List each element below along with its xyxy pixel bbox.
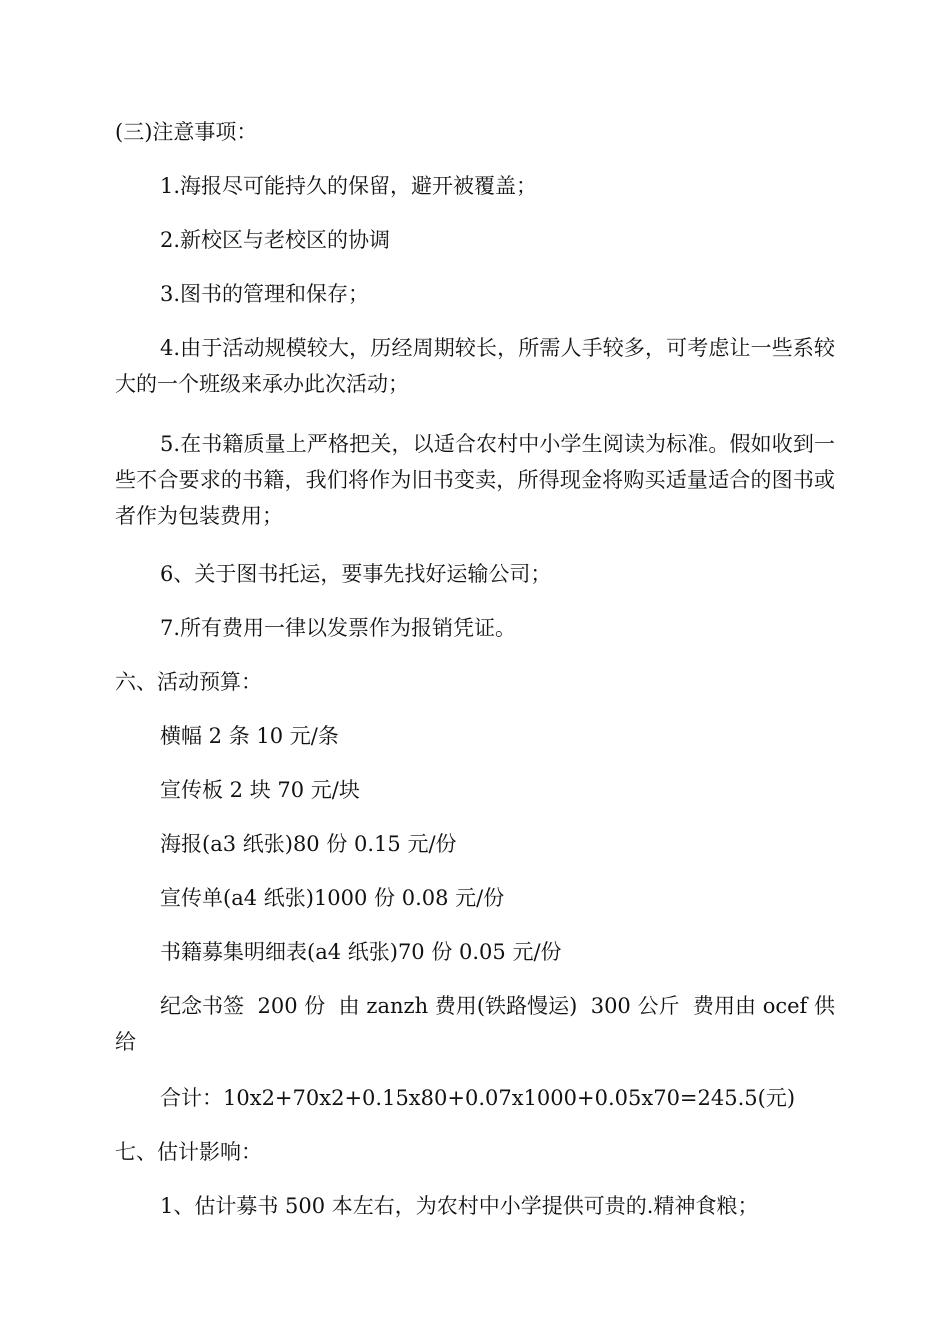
budget-item-bookmark: 纪念书签 200 份 由 zanzh 费用(铁路慢运) 300 公斤 费用由 ocef 供给 <box>115 994 835 1054</box>
note-item-2: 2.新校区与老校区的协调 <box>160 228 391 252</box>
section-budget-heading: 六、活动预算： <box>115 670 262 694</box>
note-item-5: 5.在书籍质量上严格把关，以适合农村中小学生阅读为标准。假如收到一些不合要求的书籍，我们将作为旧书变卖，所得现金将购买适量适合的图书或者作为包装费用； <box>115 432 835 528</box>
note-item-7: 7.所有费用一律以发票作为报销凭证。 <box>160 616 517 640</box>
budget-item-board: 宣传板 2 块 70 元/块 <box>160 778 360 802</box>
note-item-6: 6、关于图书托运，要事先找好运输公司； <box>160 562 552 586</box>
note-item-1: 1.海报尽可能持久的保留，避开被覆盖； <box>160 174 538 198</box>
section-notes-heading: (三)注意事项： <box>115 120 258 144</box>
section-impact-heading: 七、估计影响： <box>115 1140 262 1164</box>
note-item-4: 4.由于活动规模较大，历经周期较长，所需人手较多，可考虑让一些系较大的一个班级来承办此次活动； <box>115 336 835 396</box>
impact-item-1: 1、估计募书 500 本左右，为农村中小学提供可贵的.精神食粮； <box>160 1194 759 1218</box>
budget-item-banner: 横幅 2 条 10 元/条 <box>160 724 339 748</box>
budget-item-book-list: 书籍募集明细表(a4 纸张)70 份 0.05 元/份 <box>160 940 562 964</box>
budget-total: 合计：10x2+70x2+0.15x80+0.07x1000+0.05x70=245.5(元) <box>160 1086 796 1110</box>
budget-item-flyer: 宣传单(a4 纸张)1000 份 0.08 元/份 <box>160 886 505 910</box>
note-item-3: 3.图书的管理和保存； <box>160 282 370 306</box>
budget-item-poster: 海报(a3 纸张)80 份 0.15 元/份 <box>160 832 457 856</box>
